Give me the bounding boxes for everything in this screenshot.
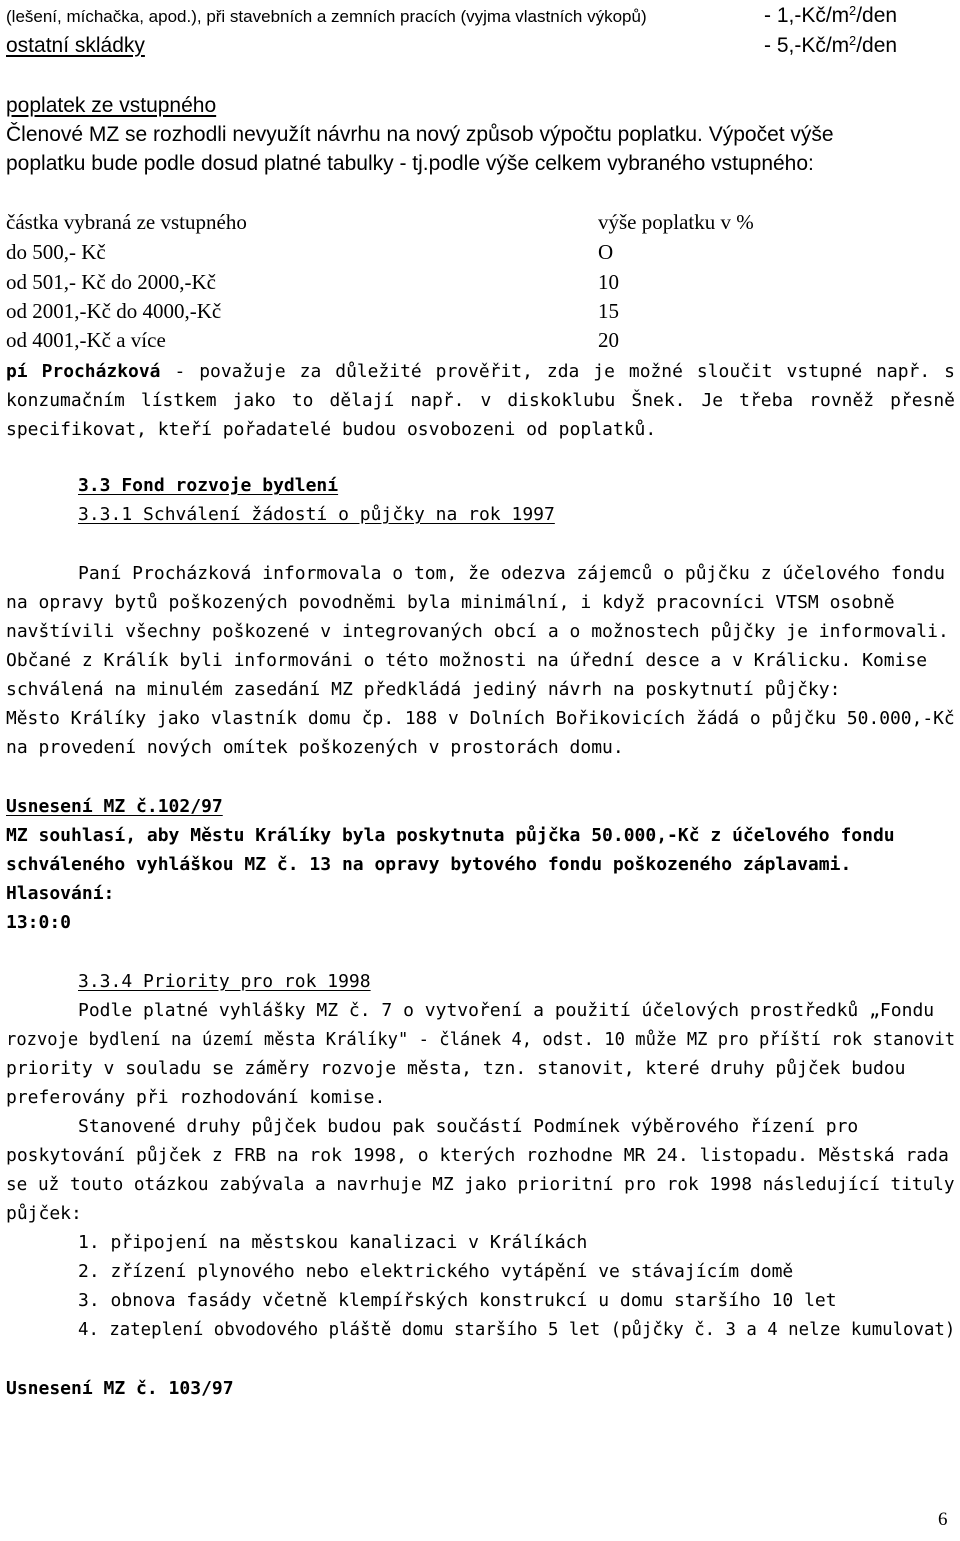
paragraph-line: Paní Procházková informovala o tom, že odezva zájemců o půjčku z účelového fondu xyxy=(78,563,945,584)
section-3-3-1-subtitle: 3.3.1 Schválení žádostí o půjčky na rok 1997 xyxy=(78,504,555,525)
fee-row-2-label: ostatní skládky xyxy=(6,34,145,57)
fee-table-percent: 15 xyxy=(598,299,619,323)
page-number: 6 xyxy=(938,1509,948,1530)
paragraph-line: na provedení nových omítek poškozených v prostorách domu. xyxy=(6,737,624,758)
fee-table-col2-header: výše poplatku v % xyxy=(598,210,754,234)
paragraph-line: Občané z Králík byli informováni o této možnosti na úřední desce a v Králicku. Komise xyxy=(6,650,928,671)
paragraph-line: navštívili všechny poškozené v integrovaných obcí a o možnostech půjčky je informovali. xyxy=(6,621,949,642)
list-item: 2. zřízení plynového nebo elektrického vytápění ve stávajícím domě xyxy=(78,1261,794,1282)
fee-table-range: do 500,- Kč xyxy=(6,240,106,264)
section-3-3-4-subtitle: 3.3.4 Priority pro rok 1998 xyxy=(78,971,371,992)
list-item: 3. obnova fasády včetně klempířských konstrukcí u domu staršího 10 let xyxy=(78,1290,837,1311)
paragraph-line: Podle platné vyhlášky MZ č. 7 o vytvoření a použití účelových prostředků „Fondu xyxy=(78,1000,935,1021)
fee-table-col1-header: částka vybraná ze vstupného xyxy=(6,210,247,234)
paragraph-line: priority v souladu se záměry rozvoje města, tzn. stanovit, které druhy půjček budou xyxy=(6,1058,906,1079)
fee-table-range: od 501,- Kč do 2000,-Kč xyxy=(6,270,216,294)
note-line-3: specifikovat, kteří pořadatelé budou osvobozeni od poplatků. xyxy=(6,419,657,440)
vote-result: 13:0:0 xyxy=(6,912,72,933)
entry-fee-line-1: Členové MZ se rozhodli nevyužít návrhu na nový způsob výpočtu poplatku. Výpočet výše xyxy=(6,123,834,146)
note-line-1: pí Procházková - považuje za důležité prověřit, zda je možné sloučit vstupné např. s xyxy=(6,361,955,382)
fee-table-percent: 10 xyxy=(598,270,619,294)
resolution-102-text-line-1: MZ souhlasí, aby Městu Králíky byla poskytnuta půjčka 50.000,-Kč z účelového fondu xyxy=(6,825,895,846)
resolution-103-title: Usnesení MZ č. 103/97 xyxy=(6,1378,234,1399)
paragraph-line: schválená na minulém zasedání MZ předkládá jediný návrh na poskytnutí půjčky: xyxy=(6,679,841,700)
fee-table-range: od 4001,-Kč a více xyxy=(6,328,166,352)
list-item: 1. připojení na městskou kanalizaci v Králíkách xyxy=(78,1232,588,1253)
paragraph-line: poskytování půjček z FRB na rok 1998, o kterých rozhodne MR 24. listopadu. Městská rada xyxy=(6,1145,949,1166)
entry-fee-heading: poplatek ze vstupného xyxy=(6,94,217,117)
vote-label: Hlasování: xyxy=(6,883,115,904)
fee-row-2-value: - $5,-Kč/m^2$/den xyxy=(764,34,898,57)
paragraph-line: Stanovené druhy půjček budou pak součástí Podmínek výběrového řízení pro xyxy=(78,1116,859,1137)
list-item: 4. zateplení obvodového pláště domu staršího 5 let (půjčky č. 3 a 4 nelze kumulovat) xyxy=(78,1319,956,1340)
paragraph-line: na opravy bytů poškozených povodněmi byla minimální, i když pracovníci VTSM osobně xyxy=(6,592,895,613)
paragraph-line: půjček: xyxy=(6,1203,82,1224)
resolution-102-text-line-2: schváleného vyhláškou MZ č. 13 na opravy bytového fondu poškozeného záplavami. xyxy=(6,854,852,875)
paragraph-line: Město Králíky jako vlastník domu čp. 188 v Dolních Bořikovicích žádá o půjčku 50.000,-Kč xyxy=(6,708,955,729)
note-line-2: konzumačním lístkem jako to dělají např. v diskoklubu Šnek. Je třeba rovněž přesně xyxy=(6,390,955,411)
paragraph-line: preferovány při rozhodování komise. xyxy=(6,1087,386,1108)
paragraph-line: se už touto otázkou zabývala a navrhuje MZ jako prioritní pro rok 1998 následující tituly xyxy=(6,1174,955,1195)
fee-table-percent: 20 xyxy=(598,328,619,352)
section-3-3-title: 3.3 Fond rozvoje bydlení xyxy=(78,475,339,496)
fee-row-1-value: - $1,-Kč/m^2$/den xyxy=(764,4,898,27)
paragraph-line: rozvoje bydlení na území města Králíky" - článek 4, odst. 10 může MZ pro příští rok stanovit xyxy=(6,1029,956,1050)
entry-fee-line-2: poplatku bude podle dosud platné tabulky - tj.podle výše celkem vybraného vstupného: xyxy=(6,152,814,175)
fee-table-range: od 2001,-Kč do 4000,-Kč xyxy=(6,299,222,323)
fee-row-1-label: (lešení, míchačka, apod.), při stavebních a zemních pracích (vyjma vlastních výkopů) xyxy=(6,7,647,26)
fee-table-percent: O xyxy=(598,240,614,264)
resolution-102-title: Usnesení MZ č.102/97 xyxy=(6,796,223,817)
